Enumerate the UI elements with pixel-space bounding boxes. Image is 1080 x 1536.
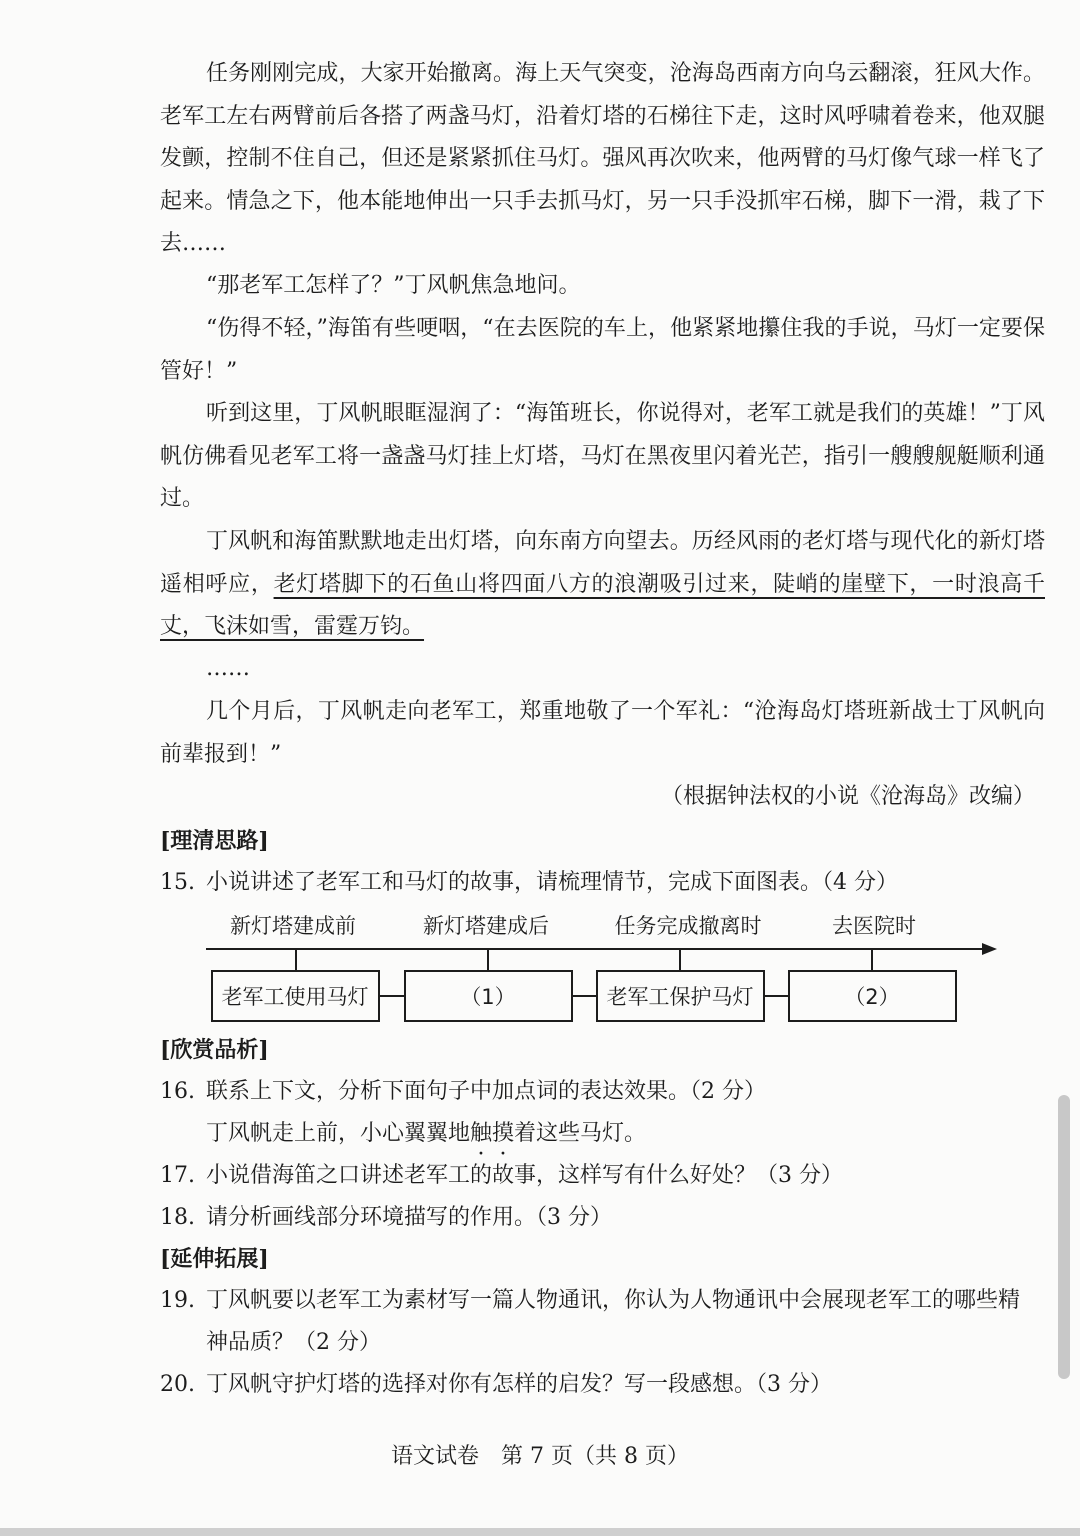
question-16-number: 16. [160,1079,195,1104]
question-19-text: 丁风帆要以老军工为素材写一篇人物通讯，你认为人物通讯中会展现老军工的哪些精 [206,1288,1021,1313]
plot-box-3-text: 老军工保护马灯 [606,985,754,1009]
passage-source: （根据钟法权的小说《沧海岛》改编） [660,784,1035,809]
question-17 [160,1155,1048,1197]
question-19-number: 19. [160,1288,195,1313]
question-19-text-line-2: 神品质？（2 分） [206,1330,381,1355]
passage-paragraph-5-text: 丁风帆和海笛默默地走出灯塔，向东南方向望去。历经风雨的老灯塔与现代化的新灯塔遥相呼应， [160,529,1045,597]
question-20-text: 丁风帆守护灯塔的选择对你有怎样的启发？写一段感想。（3 分） [206,1372,832,1397]
timeline-label-4: 去医院时 [832,914,916,938]
passage-paragraph-5 [160,521,1045,649]
timeline-label-3: 任务完成撤离时 [614,914,762,938]
plot-box-4-text: （2） [844,985,900,1009]
timeline-arrow-icon [982,943,997,955]
question-17-number: 17. [160,1163,195,1188]
question-19 [160,1280,1048,1364]
question-18-text: 请分析画线部分环境描写的作用。（3 分） [206,1205,612,1230]
question-20-number: 20. [160,1372,195,1397]
section-heading-2: [欣赏品析] [160,1037,269,1063]
passage-paragraph-6: 几个月后，丁风帆走向老军工，郑重地敬了一个军礼：“沧海岛灯塔班新战士丁风帆向前辈报到！” [160,699,1045,767]
plot-box-2-text: （1） [460,985,516,1009]
timeline-label-2: 新灯塔建成后 [423,914,549,938]
section-heading-3: [延伸拓展] [160,1246,269,1272]
page-footer: 语文试卷 第 7 页（共 8 页） [391,1444,689,1469]
question-18 [160,1197,1048,1239]
plot-diagram [200,905,1010,1030]
vertical-scrollbar[interactable] [1058,1095,1070,1379]
question-18-number: 18. [160,1205,195,1230]
passage-ellipsis: …… [206,656,250,681]
question-16-sentence-start: 丁风帆走上前，小心翼翼地 [206,1121,471,1146]
question-16-text: 联系上下文，分析下面句子中加点词的表达效果。（2 分） [206,1079,766,1104]
dotted-character-2: 摸 [492,1121,515,1146]
question-16 [160,1071,1048,1155]
question-15-number: 15. [160,870,195,895]
plot-box-1-text: 老军工使用马灯 [221,985,369,1009]
question-17-text: 小说借海笛之口讲述老军工的故事，这样写有什么好处？（3 分） [206,1163,843,1188]
underlined-environment-description: 老灯塔脚下的石鱼山将四面八方的浪潮吸引过来，陡峭的崖壁下，一时浪高千丈，飞沫如雪，雷霆万钧。 [160,571,1045,639]
question-16-sentence [160,1113,1048,1155]
question-20 [160,1364,1048,1406]
question-15 [160,862,1048,904]
timeline-label-1: 新灯塔建成前 [230,914,356,938]
question-16-sentence-end: 着这些马灯。 [514,1121,647,1146]
passage-paragraph-2: “那老军工怎样了？”丁风帆焦急地问。 [206,273,581,298]
dotted-character-1: 触 [470,1121,493,1146]
bottom-edge [0,1528,1080,1536]
question-15-text: 小说讲述了老军工和马灯的故事，请梳理情节，完成下面图表。（4 分） [206,870,898,895]
section-heading-1: [理清思路] [160,828,269,854]
passage-paragraph-4: 听到这里，丁风帆眼眶湿润了：“海笛班长，你说得对，老军工就是我们的英雄！”丁风帆仿佛看见老军工将一盏盏马灯挂上灯塔，马灯在黑夜里闪着光芒，指引一艘艘舰艇顺利通过。 [160,401,1045,511]
passage-paragraph-1: 任务刚刚完成，大家开始撤离。海上天气突变，沧海岛西南方向乌云翻滚，狂风大作。老军工左右两臂前后各搭了两盏马灯，沿着灯塔的石梯往下走，这时风呼啸着卷来，他双腿发颤，控制不住自己，但还是紧紧抓住马灯。强风再次吹来，他两臂的马灯像气球一样飞了起来。情急之下，他本能地伸出一只手去抓马灯，另一只手没抓牢石梯，脚下一滑，栽了下去…… [160,61,1045,256]
passage-paragraph-3: “伤得不轻，”海笛有些哽咽，“在去医院的车上，他紧紧地攥住我的手说，马灯一定要保管好！” [160,316,1045,384]
